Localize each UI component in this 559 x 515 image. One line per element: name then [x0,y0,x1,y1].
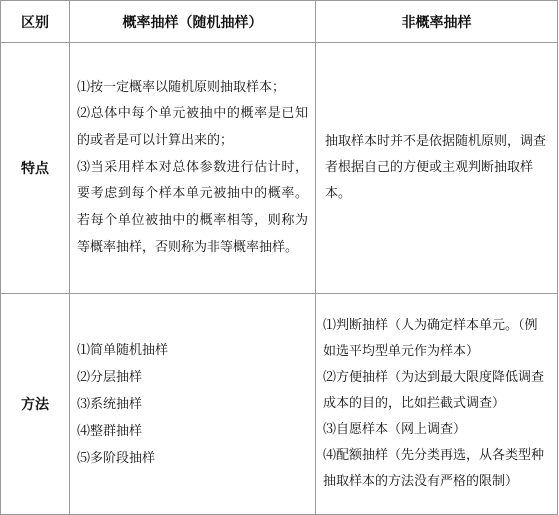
non-probability-feature-text: 抽取样本时并不是依据随机原则，调查者根据自己的方便或主观判断抽取样本。 [325,134,547,201]
probability-method-2: ⑵分层抽样 [77,369,143,385]
header-row [1,1,558,43]
row-label-features: 特点 [1,43,70,294]
probability-method-3: ⑶系统抽样 [77,396,143,412]
probability-features-cell [70,43,316,294]
row-label-methods: 方法 [1,294,70,515]
probability-methods-cell [70,294,316,515]
non-probability-methods-cell [316,294,558,515]
methods-row [1,294,558,515]
probability-feature-3: ⑶当采用样本对总体参数进行估计时，要考虑到每个样本单元被抽中的概率。若每个单位被抽中的概率相等，则称为等概率抽样，否则称为非等概率抽样。 [77,159,308,255]
probability-method-5: ⑸多阶段抽样 [77,450,156,466]
header-non-probability-sampling: 非概率抽样 [316,1,558,43]
non-probability-method-2: ⑵方便抽样（为达到最大限度降低调查成本的目的，比如拦截式调查） [323,370,545,411]
probability-method-4: ⑷整群抽样 [77,423,143,439]
probability-feature-2: ⑵总体中每个单元被抽中的概率是已知的或者是可以计算出来的； [77,106,308,148]
probability-feature-1: ⑴按一定概率以随机原则抽取样本； [77,79,286,95]
header-distinction: 区别 [1,1,70,43]
non-probability-method-3: ⑶自愿样本（网上调查） [323,422,467,437]
non-probability-method-1: ⑴判断抽样（人为确定样本单元。（例如选平均型单元作为样本） [323,318,538,359]
header-probability-sampling: 概率抽样（随机抽样） [70,1,316,43]
features-row [1,43,558,294]
probability-method-1: ⑴简单随机抽样 [77,342,169,358]
non-probability-features-cell [316,43,558,294]
non-probability-method-4: ⑷配额抽样（先分类再选，从各类型种抽取样本的方法没有严格的限制） [323,448,545,489]
